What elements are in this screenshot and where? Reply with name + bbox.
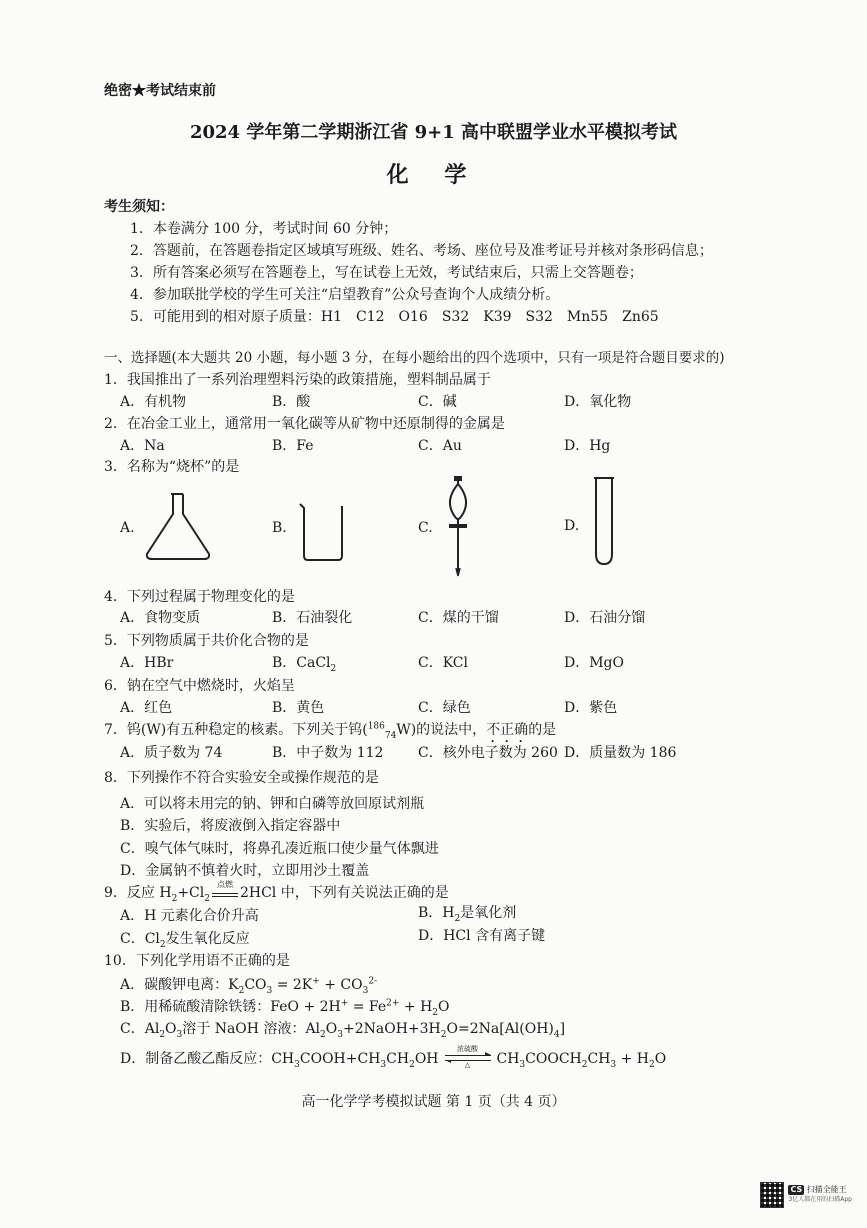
q4-option-d: D．石油分馏 bbox=[564, 610, 646, 626]
q9-option-a: A．H 元素化合价升高 bbox=[120, 908, 259, 924]
question-2-stem: 2．在冶金工业上，通常用一氧化碳等从矿物中还原制得的金属是 bbox=[104, 416, 505, 432]
q7-option-b: B．中子数为 112 bbox=[272, 745, 384, 761]
q10-option-c: C．$Al_2O_3$溶于 NaOH 溶液：$Al_2O_3+2NaOH+3H_2O=2Na[Al(OH)_4]$ bbox=[120, 1021, 566, 1040]
test-tube-icon bbox=[590, 476, 618, 568]
q4-option-b: B．石油裂化 bbox=[272, 610, 353, 626]
confidential-label: 绝密★考试结束前 bbox=[104, 83, 216, 99]
subject-title: 化 学 bbox=[386, 162, 481, 188]
q10-option-d: D．制备乙酸乙酯反应：$CH_3COOH+CH_3CH_2OH$ 浓硫酸 △ $CH_3COOCH_2CH_3 + H_2O$ bbox=[120, 1045, 667, 1070]
q1-option-c: C．碱 bbox=[418, 394, 457, 410]
q5-option-b: B．CaCl$_2$ bbox=[272, 655, 337, 674]
scanner-brand: CS 扫描全能王 3亿人都在用的扫描App bbox=[788, 1185, 852, 1203]
q2-option-c: C．Au bbox=[418, 438, 462, 454]
q6-option-a: A．红色 bbox=[120, 700, 173, 716]
q4-option-c: C．煤的干馏 bbox=[418, 610, 499, 626]
qr-code-icon bbox=[760, 1182, 784, 1208]
question-8-stem: 8．下列操作不符合实验安全或操作规范的是 bbox=[104, 770, 379, 786]
q7-option-c: C．核外电子数为 260 bbox=[418, 745, 558, 761]
q5-option-a: A．HBr bbox=[120, 655, 174, 671]
q1-option-a: A．有机物 bbox=[120, 394, 187, 410]
notice-item: 4．参加联批学校的学生可关注“启望教育”公众号查询个人成绩分析。 bbox=[130, 287, 560, 303]
q9-option-d: D．HCl 含有离子键 bbox=[418, 928, 546, 944]
q10-option-a: A．碳酸钾电离：$K_2CO_3 = 2K^+ + CO_3^{2-}$ bbox=[120, 976, 378, 996]
beaker-icon bbox=[298, 500, 346, 562]
q3-option-c: C. bbox=[418, 520, 433, 536]
question-7-stem: 7．钨(W)有五种稳定的核素。下列关于钨($^{186}_{74}$W)的说法中，不正确的是 bbox=[104, 721, 557, 741]
question-10-stem: 10．下列化学用语不正确的是 bbox=[104, 953, 290, 969]
page-footer: 高一化学学考模拟试题 第 1 页（共 4 页） bbox=[301, 1094, 566, 1110]
q2-option-d: D．Hg bbox=[564, 438, 611, 454]
scanner-watermark bbox=[760, 1180, 852, 1210]
q10-option-b: B．用稀硫酸清除铁锈：FeO + $2H^+ = Fe^{2+} + H_2O$ bbox=[120, 998, 450, 1018]
question-9-stem: 9．反应 $H_2+Cl_2$ 点燃 2HCl 中，下列有关说法正确的是 bbox=[104, 880, 449, 904]
notice-item: 2．答题前，在答题卷指定区域填写班级、姓名、考场、座位号及准考证号并核对条形码信息； bbox=[130, 243, 713, 259]
q8-option-a: A．可以将未用完的钠、钾和白磷等放回原试剂瓶 bbox=[120, 796, 425, 812]
section-heading: 一、选择题(本大题共 20 小题，每小题 3 分，在每小题给出的四个选项中，只有一项是符合题目要求的) bbox=[104, 350, 725, 366]
q5-option-d: D．MgO bbox=[564, 655, 624, 671]
question-6-stem: 6．钠在空气中燃烧时，火焰呈 bbox=[104, 678, 295, 694]
q4-option-a: A．食物变质 bbox=[120, 610, 201, 626]
q3-option-d: D. bbox=[564, 518, 580, 534]
separatory-funnel-icon bbox=[438, 474, 478, 578]
q7-option-a: A．质子数为 74 bbox=[120, 745, 223, 761]
q1-option-b: B．酸 bbox=[272, 394, 311, 410]
q8-option-d: D．金属钠不慎着火时，立即用沙土覆盖 bbox=[120, 863, 370, 879]
q6-option-c: C．绿色 bbox=[418, 700, 471, 716]
q6-option-d: D．紫色 bbox=[564, 700, 618, 716]
q2-option-b: B．Fe bbox=[272, 438, 314, 454]
notice-item: 1．本卷满分 100 分，考试时间 60 分钟； bbox=[130, 221, 398, 237]
q9-option-c: C．$Cl_2$发生氧化反应 bbox=[120, 931, 250, 950]
q5-option-c: C．KCl bbox=[418, 655, 468, 671]
question-4-stem: 4．下列过程属于物理变化的是 bbox=[104, 589, 295, 605]
notice-item: 5．可能用到的相对原子质量：H1 C12 O16 S32 K39 S32 Mn55 Zn65 bbox=[130, 309, 659, 325]
notice-heading: 考生须知： bbox=[104, 199, 174, 215]
q8-option-c: C．嗅气体气味时，将鼻孔凑近瓶口使少量气体飘进 bbox=[120, 841, 439, 857]
reaction-condition: 点燃 bbox=[210, 887, 240, 899]
notice-item: 3．所有答案必须写在答题卷上，写在试卷上无效，考试结束后，只需上交答题卷； bbox=[130, 265, 643, 281]
emphasis-mark: 不正确 bbox=[486, 722, 529, 738]
q3-option-b: B. bbox=[272, 520, 287, 536]
q8-option-b: B．实验后，将废液倒入指定容器中 bbox=[120, 818, 341, 834]
exam-title: 2024 学年第二学期浙江省 9+1 高中联盟学业水平模拟考试 bbox=[189, 122, 678, 143]
reversible-arrow-icon: 浓硫酸 △ bbox=[443, 1052, 493, 1066]
q1-option-d: D．氧化物 bbox=[564, 394, 632, 410]
q7-option-d: D．质量数为 186 bbox=[564, 745, 677, 761]
conical-flask-icon bbox=[143, 492, 213, 562]
question-3-stem: 3．名称为“烧杯”的是 bbox=[104, 459, 240, 475]
question-1-stem: 1．我国推出了一系列治理塑料污染的政策措施，塑料制品属于 bbox=[104, 372, 491, 388]
q3-option-a: A. bbox=[120, 520, 135, 536]
q2-option-a: A．Na bbox=[120, 438, 165, 454]
q6-option-b: B．黄色 bbox=[272, 700, 325, 716]
q9-option-b: B．$H_2$是氧化剂 bbox=[418, 905, 517, 924]
question-5-stem: 5．下列物质属于共价化合物的是 bbox=[104, 633, 309, 649]
